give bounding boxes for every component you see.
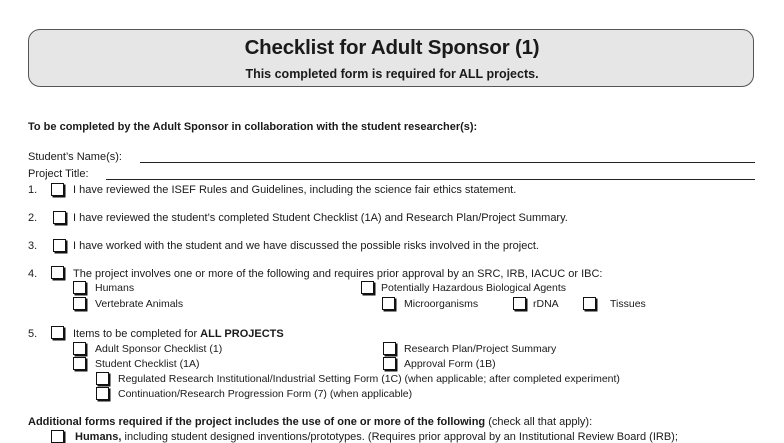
form-subtitle: This completed form is required for ALL projects. [245, 67, 539, 81]
item-4-text: The project involves one or more of the following and requires prior approval by an SRC, IRB, IACUC or IBC: [73, 268, 603, 280]
form-7-checkbox[interactable] [96, 387, 109, 400]
form-7-label: Continuation/Research Progression Form (7) (when applicable) [118, 388, 413, 400]
project-title-field[interactable] [106, 179, 755, 180]
student-checklist-label: Student Checklist (1A) [95, 358, 200, 370]
humans-checkbox[interactable] [73, 281, 86, 294]
intro-text: To be completed by the Adult Sponsor in collaboration with the student researcher(s): [28, 121, 478, 133]
research-plan-checkbox[interactable] [383, 342, 396, 355]
rdna-checkbox[interactable] [513, 297, 526, 310]
item-2-text: I have reviewed the student’s completed Student Checklist (1A) and Research Plan/Project Summary. [73, 212, 568, 224]
student-names-label: Student’s Name(s): [28, 151, 122, 163]
item-1-checkbox[interactable] [51, 183, 64, 196]
microorganisms-checkbox[interactable] [382, 297, 395, 310]
additional-forms-prefix: Additional forms required if the project includes the use of one or more of the following [28, 416, 486, 428]
additional-forms-heading [28, 416, 592, 428]
item-5-text-prefix: Items to be completed for [73, 328, 201, 340]
vertebrate-animals-label: Vertebrate Animals [95, 298, 184, 310]
phba-label: Potentially Hazardous Biological Agents [381, 282, 567, 294]
additional-humans-desc: including student designed inventions/prototypes. (Requires prior approval by an Institutional Review Board (IRB); [121, 431, 678, 443]
student-names-field[interactable] [140, 162, 755, 163]
approval-form-label: Approval Form (1B) [404, 358, 496, 370]
humans-label: Humans [95, 282, 135, 294]
item-5-checkbox[interactable] [51, 326, 64, 339]
item-3-text: I have worked with the student and we have discussed the possible risks involved in the project. [73, 240, 539, 252]
form-title: Checklist for Adult Sponsor (1) [244, 36, 540, 59]
item-5-text [73, 328, 284, 340]
item-3-number: 3. [28, 240, 38, 252]
additional-humans-checkbox[interactable] [51, 430, 64, 443]
tissues-label: Tissues [610, 298, 646, 310]
adult-sponsor-checklist-checkbox[interactable] [73, 342, 86, 355]
rdna-label: rDNA [533, 298, 559, 310]
item-2-checkbox[interactable] [53, 211, 66, 224]
phba-checkbox[interactable] [361, 281, 374, 294]
project-title-label: Project Title: [28, 168, 89, 180]
item-3-checkbox[interactable] [53, 239, 66, 252]
vertebrate-animals-checkbox[interactable] [73, 297, 86, 310]
item-4-number: 4. [28, 268, 38, 280]
item-5-number: 5. [28, 328, 38, 340]
form-1c-checkbox[interactable] [96, 372, 109, 385]
item-4-checkbox[interactable] [51, 266, 64, 279]
item-5-text-bold: ALL PROJECTS [200, 328, 284, 340]
form-1c-label: Regulated Research Institutional/Industrial Setting Form (1C) (when applicable; after completed experiment) [118, 373, 620, 385]
adult-sponsor-checklist-label: Adult Sponsor Checklist (1) [95, 343, 223, 355]
microorganisms-label: Microorganisms [404, 298, 479, 310]
item-1-text: I have reviewed the ISEF Rules and Guidelines, including the science fair ethics statement. [73, 184, 517, 196]
item-1-number: 1. [28, 184, 38, 196]
student-checklist-checkbox[interactable] [73, 357, 86, 370]
tissues-checkbox[interactable] [583, 297, 596, 310]
approval-form-checkbox[interactable] [383, 357, 396, 370]
additional-humans-text [75, 431, 678, 443]
additional-humans-bold: Humans, [75, 431, 122, 443]
item-2-number: 2. [28, 212, 38, 224]
additional-forms-suffix: (check all that apply): [485, 416, 593, 428]
research-plan-label: Research Plan/Project Summary [404, 343, 557, 355]
